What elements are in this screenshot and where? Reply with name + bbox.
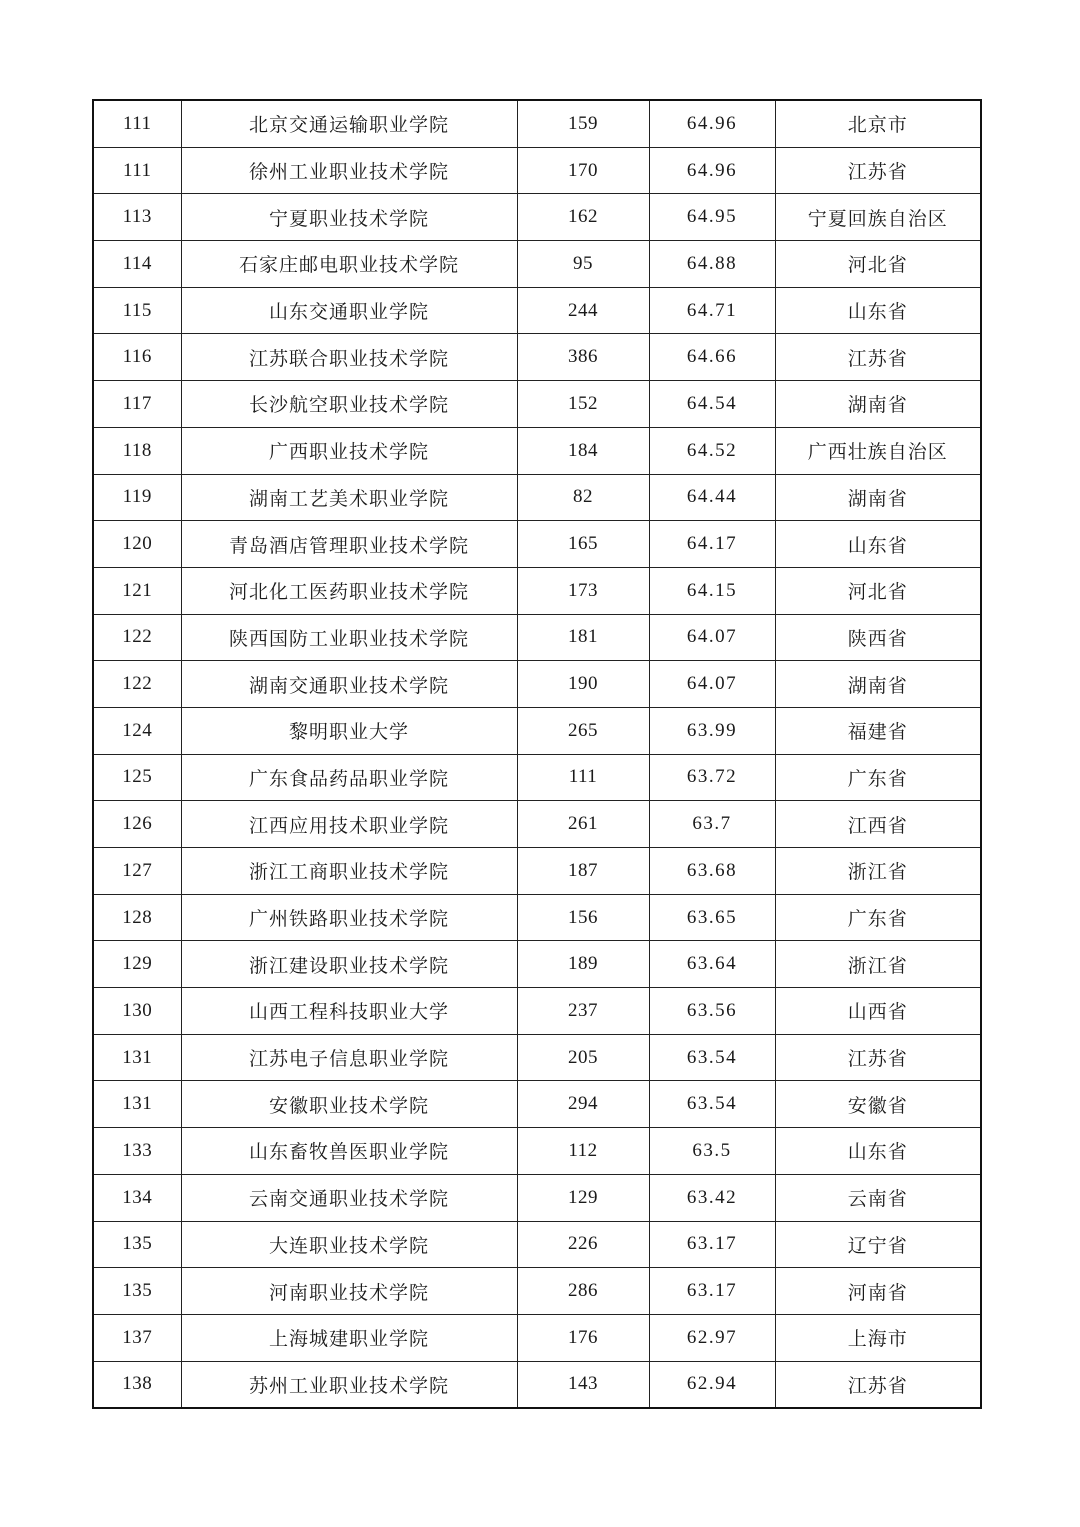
table-row xyxy=(93,1034,981,1081)
count-cell: 111 xyxy=(517,754,649,801)
province-cell: 山东省 xyxy=(775,287,981,334)
score-cell: 64.52 xyxy=(649,427,775,474)
rank-cell: 131 xyxy=(93,1081,181,1128)
table-row xyxy=(93,100,981,147)
rank-cell: 117 xyxy=(93,381,181,428)
rank-cell: 131 xyxy=(93,1034,181,1081)
count-cell: 244 xyxy=(517,287,649,334)
score-cell: 64.15 xyxy=(649,567,775,614)
school-name-cell: 湖南交通职业技术学院 xyxy=(181,661,517,708)
school-name-cell: 安徽职业技术学院 xyxy=(181,1081,517,1128)
rank-cell: 111 xyxy=(93,147,181,194)
rank-cell: 137 xyxy=(93,1314,181,1361)
school-name-cell: 山东交通职业学院 xyxy=(181,287,517,334)
count-cell: 176 xyxy=(517,1314,649,1361)
count-cell: 226 xyxy=(517,1221,649,1268)
score-cell: 63.42 xyxy=(649,1174,775,1221)
table-row xyxy=(93,1221,981,1268)
table-row xyxy=(93,707,981,754)
score-cell: 63.72 xyxy=(649,754,775,801)
province-cell: 山西省 xyxy=(775,988,981,1035)
table-row xyxy=(93,1361,981,1408)
province-cell: 广西壮族自治区 xyxy=(775,427,981,474)
score-cell: 64.66 xyxy=(649,334,775,381)
count-cell: 261 xyxy=(517,801,649,848)
rank-cell: 122 xyxy=(93,614,181,661)
province-cell: 辽宁省 xyxy=(775,1221,981,1268)
province-cell: 江西省 xyxy=(775,801,981,848)
rank-cell: 119 xyxy=(93,474,181,521)
school-name-cell: 大连职业技术学院 xyxy=(181,1221,517,1268)
score-cell: 64.44 xyxy=(649,474,775,521)
table-row xyxy=(93,1314,981,1361)
count-cell: 156 xyxy=(517,894,649,941)
province-cell: 山东省 xyxy=(775,521,981,568)
score-cell: 63.17 xyxy=(649,1268,775,1315)
score-cell: 64.96 xyxy=(649,100,775,147)
score-cell: 63.56 xyxy=(649,988,775,1035)
score-cell: 64.71 xyxy=(649,287,775,334)
school-name-cell: 苏州工业职业技术学院 xyxy=(181,1361,517,1408)
province-cell: 江苏省 xyxy=(775,1034,981,1081)
province-cell: 湖南省 xyxy=(775,474,981,521)
rank-cell: 116 xyxy=(93,334,181,381)
count-cell: 170 xyxy=(517,147,649,194)
province-cell: 江苏省 xyxy=(775,334,981,381)
rank-cell: 118 xyxy=(93,427,181,474)
table-row xyxy=(93,1268,981,1315)
province-cell: 上海市 xyxy=(775,1314,981,1361)
table-row xyxy=(93,427,981,474)
province-cell: 宁夏回族自治区 xyxy=(775,194,981,241)
count-cell: 143 xyxy=(517,1361,649,1408)
rank-cell: 114 xyxy=(93,241,181,288)
province-cell: 云南省 xyxy=(775,1174,981,1221)
school-name-cell: 黎明职业大学 xyxy=(181,707,517,754)
rank-cell: 135 xyxy=(93,1268,181,1315)
ranking-table-body xyxy=(93,100,981,1408)
province-cell: 陕西省 xyxy=(775,614,981,661)
table-row xyxy=(93,147,981,194)
table-row xyxy=(93,1174,981,1221)
province-cell: 广东省 xyxy=(775,894,981,941)
school-name-cell: 宁夏职业技术学院 xyxy=(181,194,517,241)
table-row xyxy=(93,754,981,801)
school-name-cell: 浙江工商职业技术学院 xyxy=(181,848,517,895)
table-row xyxy=(93,988,981,1035)
score-cell: 63.17 xyxy=(649,1221,775,1268)
score-cell: 63.65 xyxy=(649,894,775,941)
school-name-cell: 青岛酒店管理职业技术学院 xyxy=(181,521,517,568)
rank-cell: 135 xyxy=(93,1221,181,1268)
table-row xyxy=(93,614,981,661)
score-cell: 64.07 xyxy=(649,614,775,661)
score-cell: 64.88 xyxy=(649,241,775,288)
province-cell: 山东省 xyxy=(775,1128,981,1175)
school-name-cell: 北京交通运输职业学院 xyxy=(181,100,517,147)
rank-cell: 113 xyxy=(93,194,181,241)
count-cell: 95 xyxy=(517,241,649,288)
rank-cell: 129 xyxy=(93,941,181,988)
rank-cell: 133 xyxy=(93,1128,181,1175)
score-cell: 62.94 xyxy=(649,1361,775,1408)
school-name-cell: 上海城建职业学院 xyxy=(181,1314,517,1361)
table-row xyxy=(93,287,981,334)
school-name-cell: 河北化工医药职业技术学院 xyxy=(181,567,517,614)
province-cell: 江苏省 xyxy=(775,147,981,194)
province-cell: 浙江省 xyxy=(775,941,981,988)
school-name-cell: 石家庄邮电职业技术学院 xyxy=(181,241,517,288)
table-row xyxy=(93,801,981,848)
count-cell: 294 xyxy=(517,1081,649,1128)
province-cell: 湖南省 xyxy=(775,661,981,708)
table-row xyxy=(93,1128,981,1175)
count-cell: 82 xyxy=(517,474,649,521)
table-row xyxy=(93,567,981,614)
province-cell: 湖南省 xyxy=(775,381,981,428)
school-name-cell: 浙江建设职业技术学院 xyxy=(181,941,517,988)
count-cell: 189 xyxy=(517,941,649,988)
school-name-cell: 山东畜牧兽医职业学院 xyxy=(181,1128,517,1175)
score-cell: 63.99 xyxy=(649,707,775,754)
table-row xyxy=(93,194,981,241)
rank-cell: 120 xyxy=(93,521,181,568)
school-name-cell: 徐州工业职业技术学院 xyxy=(181,147,517,194)
rank-cell: 125 xyxy=(93,754,181,801)
school-name-cell: 广州铁路职业技术学院 xyxy=(181,894,517,941)
rank-cell: 122 xyxy=(93,661,181,708)
rank-cell: 130 xyxy=(93,988,181,1035)
count-cell: 184 xyxy=(517,427,649,474)
score-cell: 64.54 xyxy=(649,381,775,428)
school-name-cell: 江西应用技术职业学院 xyxy=(181,801,517,848)
table-row xyxy=(93,474,981,521)
province-cell: 福建省 xyxy=(775,707,981,754)
rank-cell: 138 xyxy=(93,1361,181,1408)
rank-cell: 126 xyxy=(93,801,181,848)
table-row xyxy=(93,521,981,568)
score-cell: 63.68 xyxy=(649,848,775,895)
count-cell: 181 xyxy=(517,614,649,661)
table-row xyxy=(93,894,981,941)
count-cell: 165 xyxy=(517,521,649,568)
rank-cell: 134 xyxy=(93,1174,181,1221)
score-cell: 64.95 xyxy=(649,194,775,241)
count-cell: 187 xyxy=(517,848,649,895)
province-cell: 安徽省 xyxy=(775,1081,981,1128)
province-cell: 河北省 xyxy=(775,241,981,288)
school-name-cell: 广西职业技术学院 xyxy=(181,427,517,474)
score-cell: 63.64 xyxy=(649,941,775,988)
count-cell: 159 xyxy=(517,100,649,147)
school-name-cell: 陕西国防工业职业技术学院 xyxy=(181,614,517,661)
school-name-cell: 湖南工艺美术职业学院 xyxy=(181,474,517,521)
table-row xyxy=(93,381,981,428)
school-name-cell: 江苏联合职业技术学院 xyxy=(181,334,517,381)
score-cell: 63.5 xyxy=(649,1128,775,1175)
school-name-cell: 山西工程科技职业大学 xyxy=(181,988,517,1035)
province-cell: 河北省 xyxy=(775,567,981,614)
province-cell: 广东省 xyxy=(775,754,981,801)
province-cell: 河南省 xyxy=(775,1268,981,1315)
table-row xyxy=(93,941,981,988)
rank-cell: 111 xyxy=(93,100,181,147)
count-cell: 205 xyxy=(517,1034,649,1081)
table-row xyxy=(93,848,981,895)
table-row xyxy=(93,241,981,288)
table-row xyxy=(93,1081,981,1128)
count-cell: 265 xyxy=(517,707,649,754)
score-cell: 63.7 xyxy=(649,801,775,848)
score-cell: 64.96 xyxy=(649,147,775,194)
school-name-cell: 云南交通职业技术学院 xyxy=(181,1174,517,1221)
school-name-cell: 广东食品药品职业学院 xyxy=(181,754,517,801)
score-cell: 64.07 xyxy=(649,661,775,708)
count-cell: 162 xyxy=(517,194,649,241)
ranking-table xyxy=(92,99,982,1409)
score-cell: 63.54 xyxy=(649,1034,775,1081)
score-cell: 62.97 xyxy=(649,1314,775,1361)
count-cell: 190 xyxy=(517,661,649,708)
count-cell: 173 xyxy=(517,567,649,614)
table-row xyxy=(93,661,981,708)
table-row xyxy=(93,334,981,381)
score-cell: 63.54 xyxy=(649,1081,775,1128)
count-cell: 386 xyxy=(517,334,649,381)
school-name-cell: 江苏电子信息职业学院 xyxy=(181,1034,517,1081)
province-cell: 浙江省 xyxy=(775,848,981,895)
count-cell: 237 xyxy=(517,988,649,1035)
rank-cell: 124 xyxy=(93,707,181,754)
count-cell: 286 xyxy=(517,1268,649,1315)
rank-cell: 121 xyxy=(93,567,181,614)
count-cell: 112 xyxy=(517,1128,649,1175)
count-cell: 129 xyxy=(517,1174,649,1221)
rank-cell: 115 xyxy=(93,287,181,334)
province-cell: 江苏省 xyxy=(775,1361,981,1408)
school-name-cell: 长沙航空职业技术学院 xyxy=(181,381,517,428)
score-cell: 64.17 xyxy=(649,521,775,568)
count-cell: 152 xyxy=(517,381,649,428)
rank-cell: 128 xyxy=(93,894,181,941)
rank-cell: 127 xyxy=(93,848,181,895)
school-name-cell: 河南职业技术学院 xyxy=(181,1268,517,1315)
province-cell: 北京市 xyxy=(775,100,981,147)
